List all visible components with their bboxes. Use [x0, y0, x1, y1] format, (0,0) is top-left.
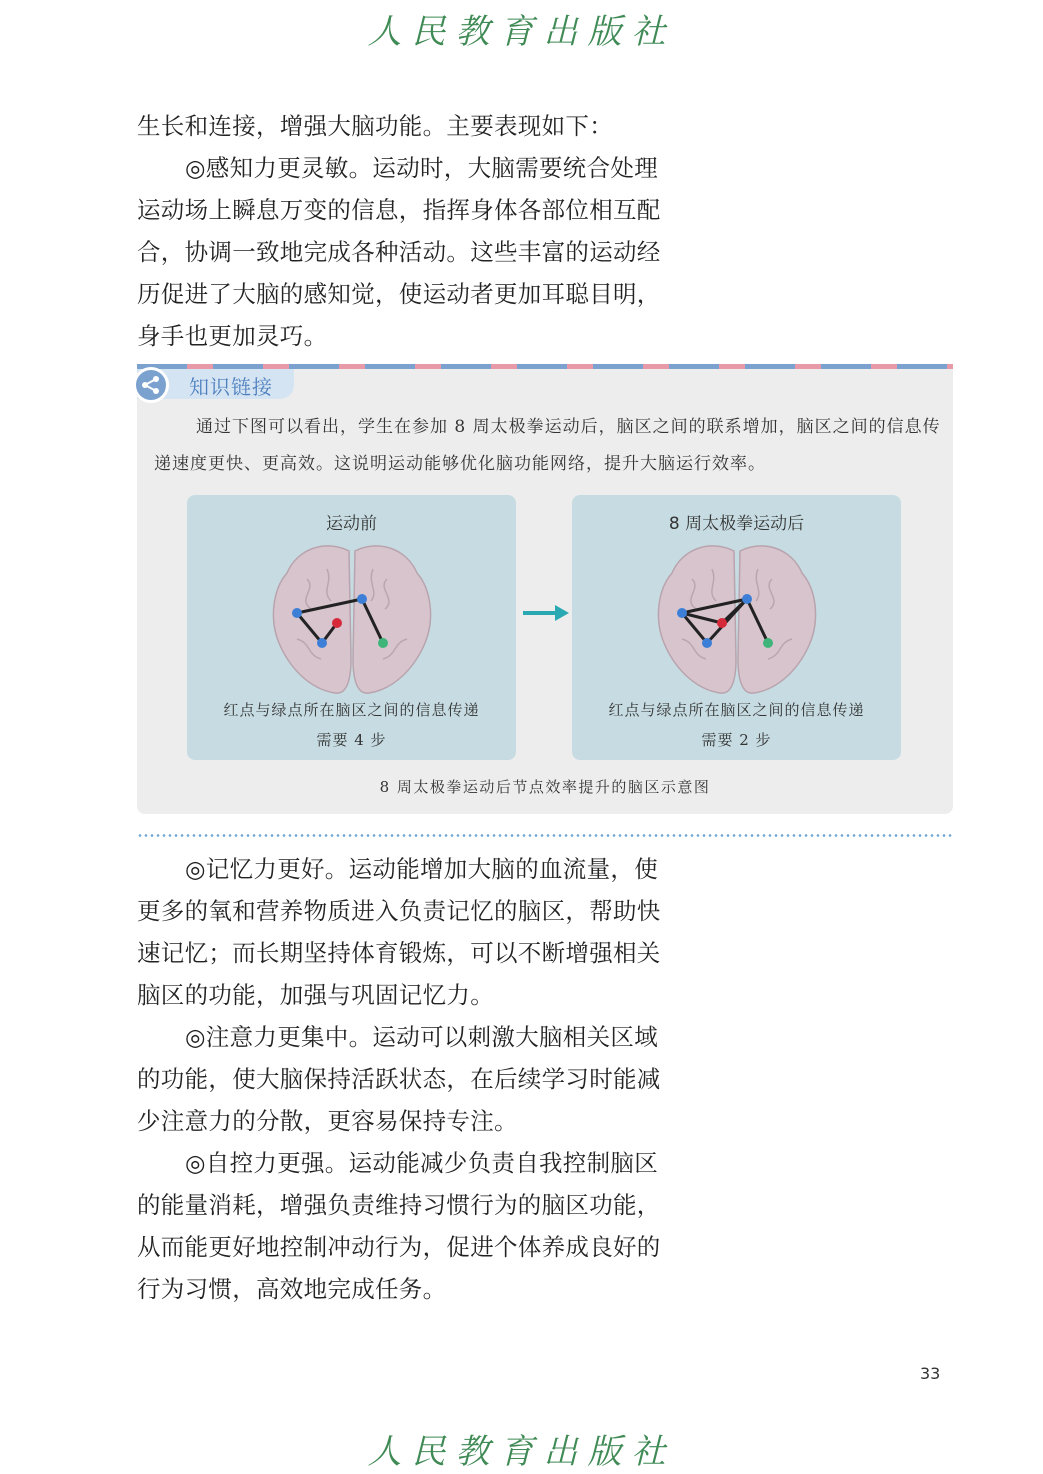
arrow-right-icon [521, 602, 571, 624]
brain-right-hemisphere [738, 546, 816, 693]
knowledge-text: 通过下图可以看出，学生在参加 8 周太极拳运动后，脑区之间的联系增加，脑区之间的信息传递速度更快、更高效。这说明运动能够优化脑功能网络，提升大脑运行效率。 [154, 417, 941, 474]
paragraph-self-control: ◎自控力更强。运动能减少负责自我控制脑区的能量消耗，增强负责维持习惯行为的脑区功能，从而能更好地控制冲动行为，促进个体养成良好的行为习惯，高效地完成任务。 [137, 1149, 661, 1303]
panel-after-caption [572, 695, 901, 755]
node-blue-2 [742, 594, 752, 604]
panel-after-caption-line1: 红点与绿点所在脑区之间的信息传递 [608, 701, 865, 719]
brain-before-diagram [267, 539, 437, 699]
node-blue-1 [677, 608, 687, 618]
panel-after-caption-line2: 需要 2 步 [701, 731, 772, 749]
publisher-logo-top: 人民教育出版社 [367, 12, 676, 52]
paragraph-intro: 生长和连接，增强大脑功能。主要表现如下： [137, 112, 613, 140]
node-green [763, 638, 773, 648]
figure-caption: 8 周太极拳运动后节点效率提升的脑区示意图 [379, 778, 711, 796]
panel-before-caption-line1: 红点与绿点所在脑区之间的信息传递 [223, 701, 480, 719]
paragraph-perception: ◎感知力更灵敏。运动时，大脑需要统合处理运动场上瞬息万变的信息，指挥身体各部位相互配合，协调一致地完成各种活动。这些丰富的运动经历促进了大脑的感知觉，使运动者更加耳聪目明，身手也更加灵巧。 [137, 154, 661, 350]
paragraph-memory: ◎记忆力更好。运动能增加大脑的血流量，使更多的氧和营养物质进入负责记忆的脑区，帮助快速记忆；而长期坚持体育锻炼，可以不断增强相关脑区的功能，加强与巩固记忆力。 [137, 855, 661, 1009]
node-blue-3 [317, 638, 327, 648]
knowledge-tab [137, 369, 294, 399]
brain-panel-after [572, 495, 901, 760]
knowledge-title: 知识链接 [189, 375, 273, 399]
node-green [378, 638, 388, 648]
share-network-icon [133, 367, 169, 403]
page-number: 33 [920, 1364, 941, 1383]
node-red [332, 618, 342, 628]
panel-before-caption-line2: 需要 4 步 [316, 731, 387, 749]
publisher-logo-bottom: 人民教育出版社 [367, 1432, 676, 1472]
knowledge-link-box [137, 364, 953, 814]
panel-before-title: 运动前 [326, 514, 377, 534]
node-blue-3 [702, 638, 712, 648]
paragraph-attention: ◎注意力更集中。运动可以刺激大脑相关区域的功能，使大脑保持活跃状态，在后续学习时能减少注意力的分散，更容易保持专注。 [137, 1023, 661, 1135]
panel-before-caption [187, 695, 516, 755]
brain-right-hemisphere [353, 546, 431, 693]
node-blue-1 [292, 608, 302, 618]
brain-panel-before [187, 495, 516, 760]
node-blue-2 [357, 594, 367, 604]
panel-after-title: 8 周太极拳运动后 [668, 514, 805, 534]
node-red [717, 618, 727, 628]
dotted-divider [137, 834, 953, 837]
brain-after-diagram [652, 539, 822, 699]
